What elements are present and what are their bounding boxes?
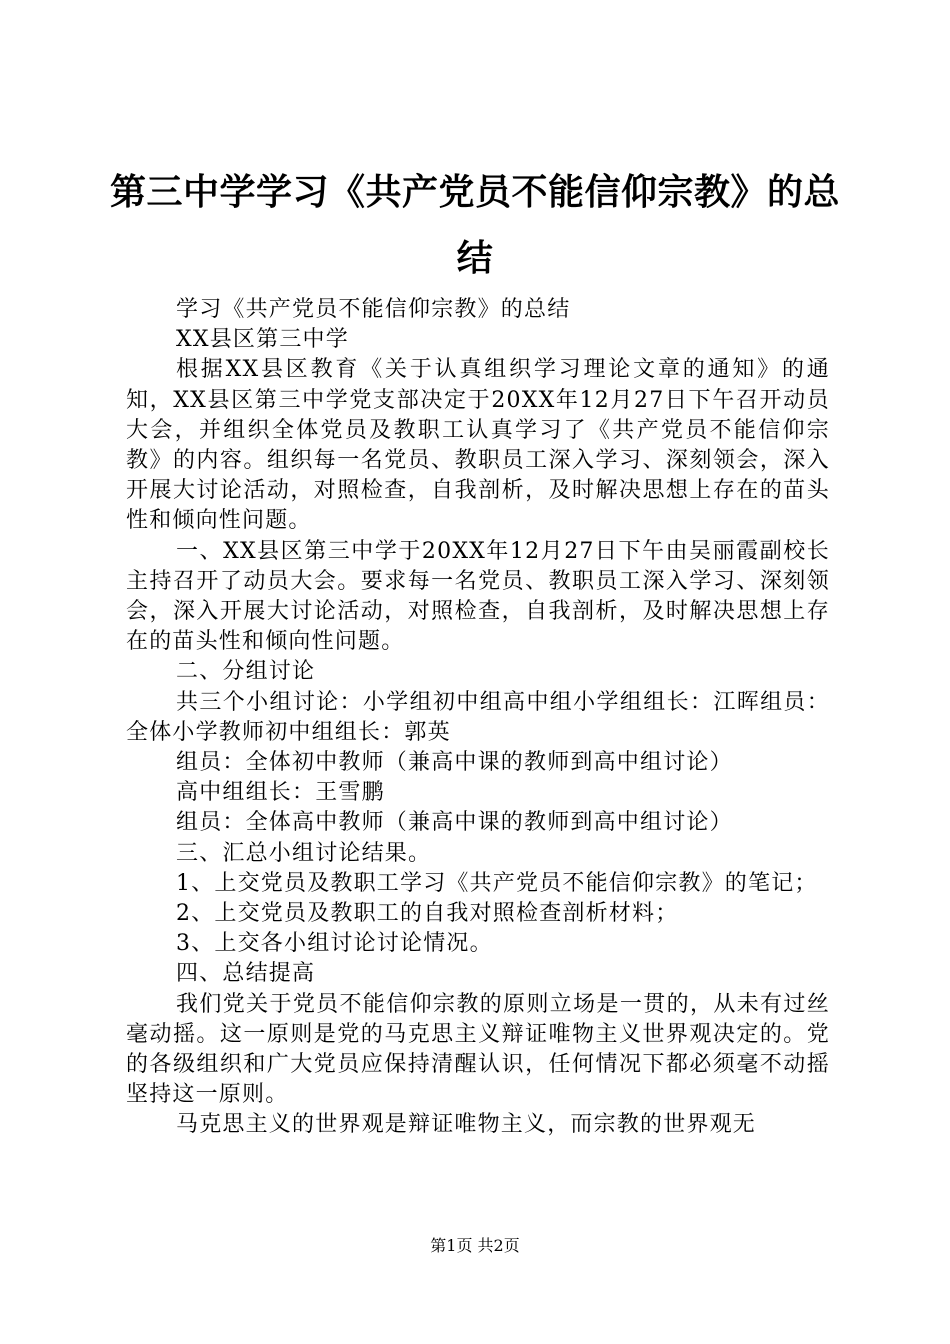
paragraph-school-name: XX县区第三中学 (176, 327, 349, 353)
heading-section-3: 三、汇总小组讨论结果。 (176, 840, 432, 866)
document-body (126, 295, 830, 1141)
page-number: 第1页 共2页 (430, 1236, 520, 1255)
paragraph-senior-leader: 高中组组长：王雪鹏 (176, 780, 385, 806)
paragraph-intro: 根据XX县区教育《关于认真组织学习理论文章的通知》的通知，XX县区第三中学党支部决定于20XX年12月27日下午召开动员大会，并组织全体党员及教职工认真学习了《共产党员不能信仰宗教》的内容。组织每一名党员、教职员工深入学习、深刻领会，深入开展大讨论活动，对照检查，自我剖析，及时解决思想上存在的苗头性和倾向性问题。 (126, 357, 830, 534)
paragraph-groups: 共三个小组讨论：小学组初中组高中组小学组组长：江晖组员：全体小学教师初中组组长：郭英 (126, 689, 830, 745)
paragraph-section-1: 一、XX县区第三中学于20XX年12月27日下午由吴丽霞副校长主持召开了动员大会。要求每一名党员、教职员工深入学习、深刻领会，深入开展大讨论活动，对照检查，自我剖析，及时解决思想上存在的苗头性和倾向性问题。 (126, 538, 830, 655)
heading-section-2: 二、分组讨论 (176, 659, 316, 685)
paragraph-summary: 我们党关于党员不能信仰宗教的原则立场是一贯的，从未有过丝毫动摇。这一原则是党的马克思主义辩证唯物主义世界观决定的。党的各级组织和广大党员应保持清醒认识，任何情况下都必须毫不动摇坚持这一原则。 (126, 991, 830, 1108)
paragraph-junior-members: 组员：全体初中教师（兼高中课的教师到高中组讨论） (176, 750, 733, 776)
paragraph-marxism: 马克思主义的世界观是辩证唯物主义，而宗教的世界观无 (176, 1112, 757, 1138)
paragraph-subtitle: 学习《共产党员不能信仰宗教》的总结 (176, 297, 571, 322)
document-title: 第三中学学习《共产党员不能信仰宗教》的总结 (110, 172, 841, 279)
paragraph-senior-members: 组员：全体高中教师（兼高中课的教师到高中组讨论） (176, 810, 733, 836)
list-item-3: 3、上交各小组讨论讨论情况。 (176, 931, 493, 957)
list-item-2: 2、上交党员及教职工的自我对照检查剖析材料； (176, 901, 679, 927)
heading-section-4: 四、总结提高 (176, 961, 316, 987)
list-item-1: 1、上交党员及教职工学习《共产党员不能信仰宗教》的笔记； (176, 870, 818, 896)
